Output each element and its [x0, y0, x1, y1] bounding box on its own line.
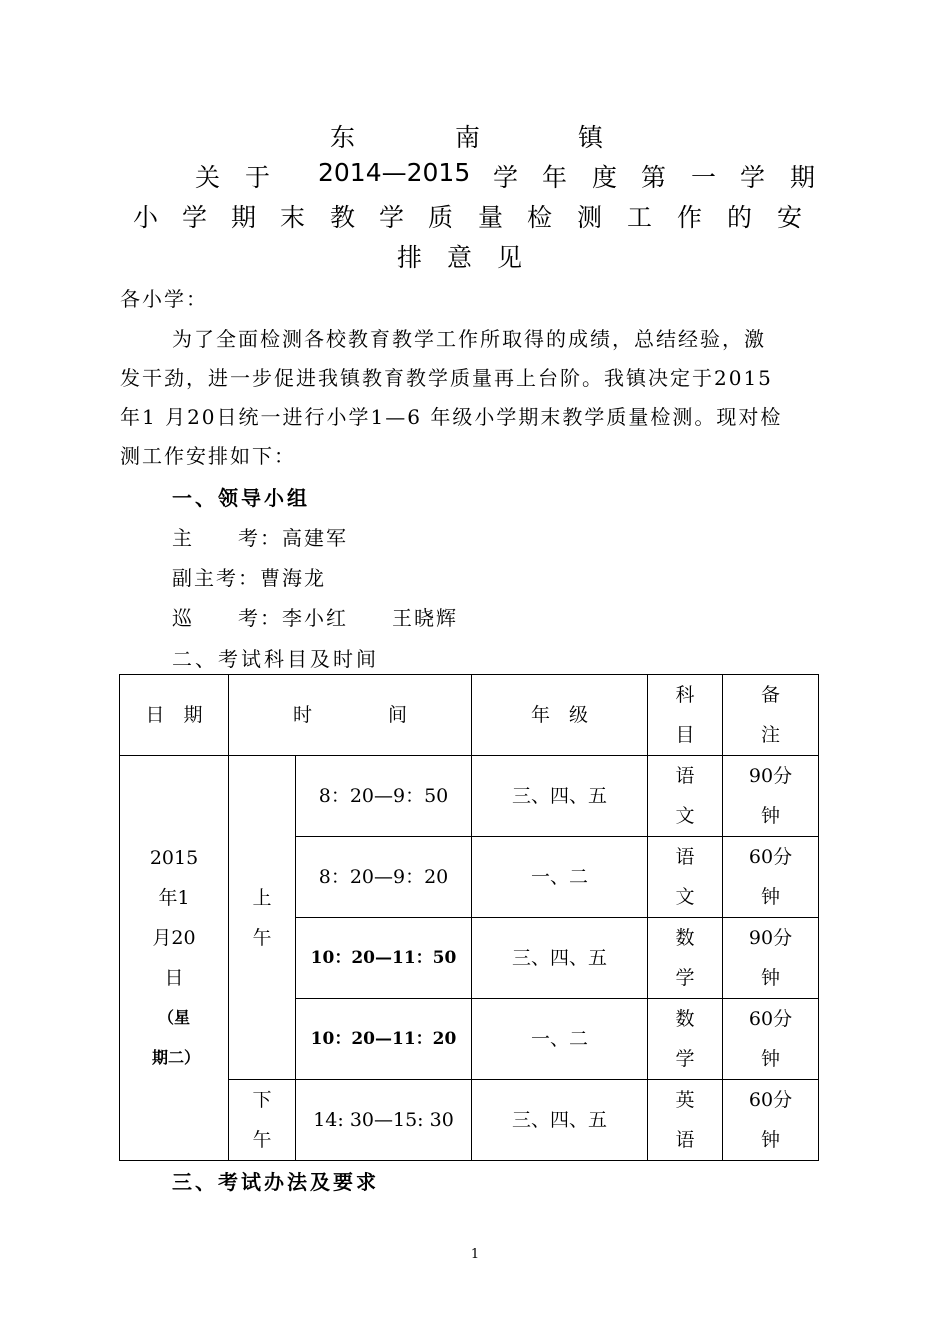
title-char: 学 — [740, 163, 766, 192]
exam-schedule-table — [119, 674, 819, 1161]
header-subject-text: 科目 — [675, 684, 695, 746]
staff-names: 曹海龙 — [260, 566, 326, 590]
title-char: 排 — [397, 243, 423, 272]
title-char: 末 — [280, 203, 306, 232]
intro-paragraph — [120, 320, 840, 476]
staff-role: 主 考： — [172, 526, 282, 550]
note-cell — [723, 837, 819, 918]
title-char: 量 — [478, 203, 504, 232]
note-cell — [723, 1080, 819, 1161]
title-char: 镇 — [578, 123, 604, 152]
title-char: 意 — [447, 243, 473, 272]
title-char: 安 — [777, 203, 803, 232]
header-subject — [648, 675, 723, 756]
title-char: 教 — [330, 203, 356, 232]
subject-text: 数学 — [675, 927, 695, 989]
title-char: 南 — [455, 123, 481, 152]
intro-line: 年1 月20日统一进行小学1—6 年级小学期末教学质量检测。现对检 — [120, 405, 783, 429]
staff-row-patrol — [172, 602, 458, 631]
title-char: 关 — [195, 163, 221, 192]
note-text: 60分钟 — [748, 846, 793, 908]
title-char: 作 — [677, 203, 703, 232]
title-char: 年 — [542, 163, 568, 192]
header-note — [723, 675, 819, 756]
weekday-text: （星期二） — [152, 1008, 201, 1067]
header-time: 时 间 — [229, 675, 472, 756]
subject-cell — [648, 1080, 723, 1161]
salutation: 各小学： — [120, 287, 208, 311]
title-char: 期 — [790, 163, 816, 192]
title-char: 小 — [133, 203, 159, 232]
header-date: 日 期 — [120, 675, 229, 756]
title-char: 测 — [577, 203, 603, 232]
staff-names: 高建军 — [282, 526, 348, 550]
page-number: 1 — [470, 1247, 480, 1262]
staff-role: 副主考： — [172, 566, 260, 590]
header-note-text: 备注 — [760, 684, 780, 746]
afternoon-text: 下午 — [252, 1089, 272, 1151]
staff-role: 巡 考： — [172, 606, 282, 630]
title-char: 第 — [641, 163, 667, 192]
intro-line: 发干劲，进一步促进我镇教育教学质量再上台阶。我镇决定于2015 — [120, 366, 773, 390]
time-cell: 8：20—9：50 — [296, 756, 472, 837]
morning-text: 上午 — [252, 886, 272, 949]
subject-text: 语文 — [675, 765, 695, 827]
afternoon-cell — [229, 1080, 296, 1161]
table-row — [120, 756, 819, 837]
morning-cell — [229, 756, 296, 1080]
intro-line: 为了全面检测各校教育教学工作所取得的成绩，总结经验，激 — [172, 327, 766, 351]
grade-cell: 三、四、五 — [472, 1080, 648, 1161]
title-char: 东 — [330, 123, 356, 152]
header-grade: 年 级 — [472, 675, 648, 756]
subject-cell — [648, 756, 723, 837]
staff-names: 李小红 王晓辉 — [282, 606, 458, 630]
subject-cell — [648, 918, 723, 999]
intro-line: 测工作安排如下： — [120, 444, 296, 468]
date-text: 2015年1月20日 — [149, 847, 199, 989]
title-char: 检 — [527, 203, 553, 232]
title-char: 学 — [379, 203, 405, 232]
grade-cell: 一、二 — [472, 837, 648, 918]
title-char: 学 — [182, 203, 208, 232]
grade-cell: 一、二 — [472, 999, 648, 1080]
note-text: 90分钟 — [748, 765, 793, 827]
time-cell: 10：20—11：50 — [296, 918, 472, 999]
title-char: 学 — [493, 163, 519, 192]
subject-text: 英语 — [675, 1089, 695, 1151]
staff-row-deputy — [172, 562, 326, 591]
date-cell — [120, 756, 229, 1161]
time-cell: 10：20—11：20 — [296, 999, 472, 1080]
title-char: 的 — [727, 203, 753, 232]
note-cell — [723, 918, 819, 999]
time-cell: 8：20—9：20 — [296, 837, 472, 918]
subject-text: 语文 — [675, 846, 695, 908]
time-cell: 14: 30—15: 30 — [296, 1080, 472, 1161]
note-text: 60分钟 — [748, 1008, 793, 1070]
grade-cell: 三、四、五 — [472, 756, 648, 837]
note-text: 90分钟 — [748, 927, 793, 989]
subject-cell — [648, 837, 723, 918]
title-char: 质 — [428, 203, 454, 232]
title-char: 度 — [592, 163, 618, 192]
note-cell — [723, 756, 819, 837]
title-char: 期 — [231, 203, 257, 232]
table-header-row — [120, 675, 819, 756]
title-year: 2014—2015 — [318, 158, 471, 187]
title-char: 见 — [497, 243, 523, 272]
title-char: 于 — [245, 163, 271, 192]
title-char: 工 — [627, 203, 653, 232]
subject-cell — [648, 999, 723, 1080]
title-char: 一 — [691, 163, 717, 192]
section-heading-schedule: 二、考试科目及时间 — [172, 647, 379, 671]
staff-row-chief — [172, 522, 348, 551]
section-heading-leadership: 一、领导小组 — [172, 486, 310, 510]
section-heading-methods: 三、考试办法及要求 — [172, 1170, 379, 1194]
subject-text: 数学 — [675, 1008, 695, 1070]
note-cell — [723, 999, 819, 1080]
grade-cell: 三、四、五 — [472, 918, 648, 999]
note-text: 60分钟 — [748, 1089, 793, 1151]
